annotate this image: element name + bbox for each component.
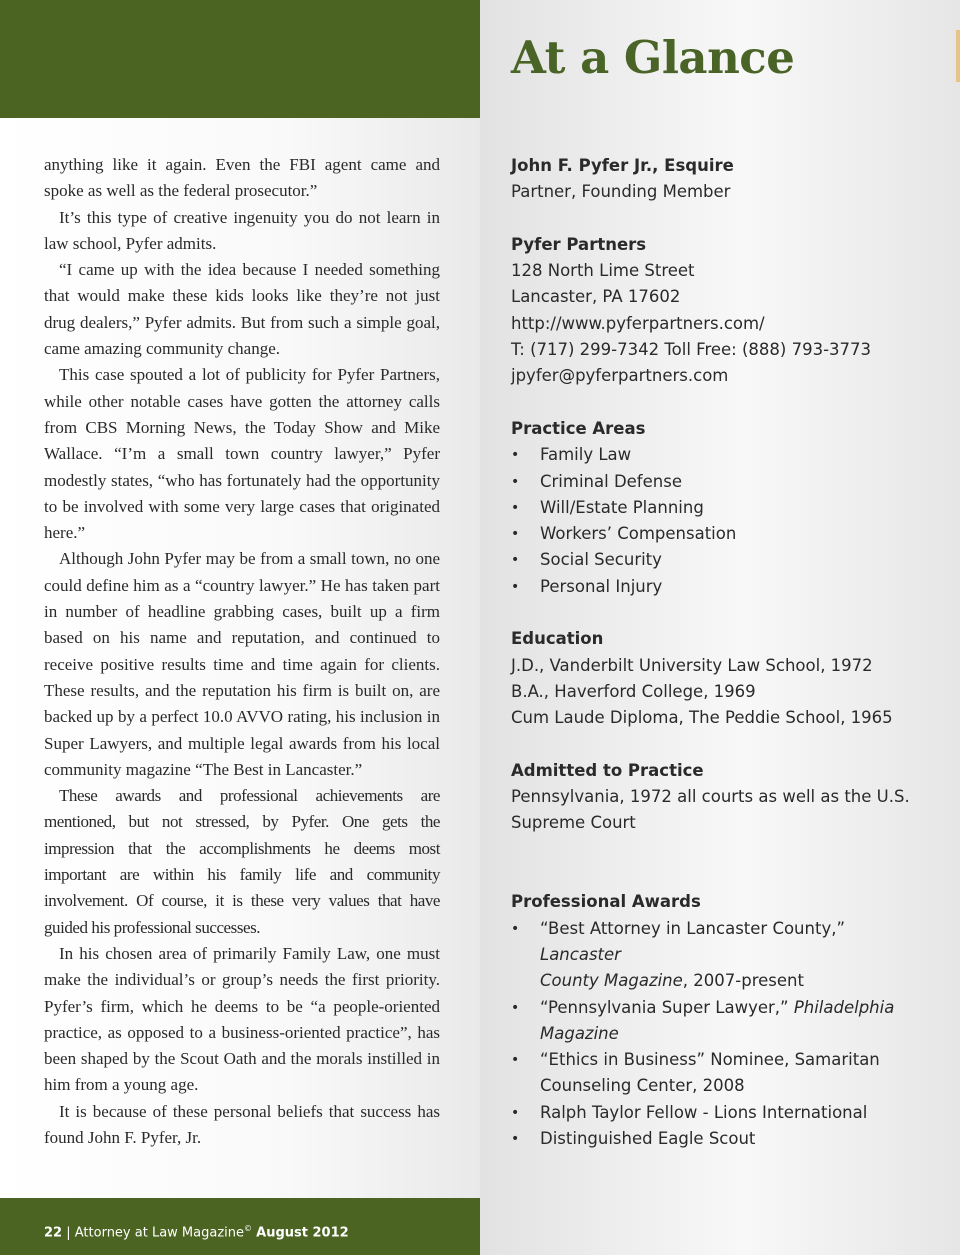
at-a-glance-panel xyxy=(511,153,911,1152)
article-paragraph: “I came up with the idea because I needed something that would make these kids looks like they’re not just drug dealers,” Pyfer admits. But from such a simple goal, came amazing community change. xyxy=(44,260,440,359)
firm-name: Pyfer Partners xyxy=(511,234,647,254)
header-color-band xyxy=(0,0,480,118)
article-body xyxy=(44,152,440,1151)
list-item: • Will/Estate Planning xyxy=(511,495,911,521)
bullet-icon: • xyxy=(511,552,520,569)
education-heading: Education xyxy=(511,629,604,649)
list-item: • Personal Injury xyxy=(511,574,911,600)
bullet-icon: • xyxy=(511,1104,520,1121)
issue-date: August 2012 xyxy=(256,1225,349,1241)
registered-mark: © xyxy=(244,1224,253,1233)
list-item: • Workers’ Compensation xyxy=(511,521,911,547)
education-entry: B.A., Haverford College, 1969 xyxy=(511,681,756,701)
article-paragraph: anything like it again. Even the FBI agent came and spoke as well as the federal prosecutor.” xyxy=(44,155,440,201)
page-title: At a Glance xyxy=(511,31,795,84)
bullet-icon: • xyxy=(511,999,520,1016)
phone-line: T: (717) 299-7342 Toll Free: (888) 793-3773 xyxy=(511,340,872,360)
practice-areas-list xyxy=(511,442,911,600)
bullet-icon: • xyxy=(511,1130,520,1147)
award-text: Magazine xyxy=(540,1023,619,1043)
article-paragraph: These awards and professional achievements are mentioned, but not stressed, by Pyfer. One gets the impression that the accomplishments he deems most important are within his family life and community involvement. Of course, it is these very values that have guided his professional successes. xyxy=(44,786,440,937)
awards-list xyxy=(511,916,911,1153)
admitted-text: Pennsylvania, 1972 all courts as well as the U.S. xyxy=(511,787,910,807)
bullet-icon: • xyxy=(511,526,520,543)
article-paragraph: This case spouted a lot of publicity for Pyfer Partners, while other notable cases have gotten the attorney calls from CBS Morning News, the Today Show and Mike Wallace. “I’m a small town country lawyer,” Pyfer modestly states, “who has fortunately had the opportunity to be involved with some very large cases that originated here.” xyxy=(44,365,440,543)
page-edge-tab xyxy=(956,30,960,82)
list-item xyxy=(511,1126,911,1152)
admitted-heading: Admitted to Practice xyxy=(511,760,704,780)
person-name: John F. Pyfer Jr., Esquire xyxy=(511,156,734,175)
bullet-icon: • xyxy=(511,920,520,937)
footer-separator: | xyxy=(66,1225,71,1241)
bullet-icon: • xyxy=(511,578,520,595)
list-item: • Criminal Defense xyxy=(511,469,911,495)
article-paragraph: It is because of these personal beliefs that success has found John F. Pyfer, Jr. xyxy=(44,1101,440,1147)
award-text: “Best Attorney in Lancaster County,” xyxy=(540,918,846,938)
address-line: 128 North Lime Street xyxy=(511,261,695,281)
bullet-icon: • xyxy=(511,473,520,490)
page-number: 22 xyxy=(44,1225,63,1241)
award-text: Philadelphia xyxy=(793,997,895,1017)
bullet-icon: • xyxy=(511,447,520,464)
award-text: , 2007-present xyxy=(682,971,804,991)
education-entry: Cum Laude Diploma, The Peddie School, 1965 xyxy=(511,708,893,728)
practice-areas-heading: Practice Areas xyxy=(511,418,646,438)
article-paragraph: It’s this type of creative ingenuity you do not learn in law school, Pyfer admits. xyxy=(44,207,440,253)
awards-heading: Professional Awards xyxy=(511,892,701,912)
award-text: Lancaster xyxy=(540,944,621,964)
person-title: Partner, Founding Member xyxy=(511,182,731,202)
email-link[interactable]: jpyfer@pyferpartners.com xyxy=(511,366,729,386)
address-line: Lancaster, PA 17602 xyxy=(511,287,681,307)
magazine-name: Attorney at Law Magazine xyxy=(74,1225,245,1241)
article-paragraph: Although John Pyfer may be from a small town, no one could define him as a “country lawyer.” He has taken part in number of headline grabbing cases, built up a firm based on his name and reputation, and continued to receive positive results time and time again for clients. These results, and the reputation his firm is built on, are backed up by a perfect 10.0 AVVO rating, his inclusion in Super Lawyers, and multiple legal awards from his local community magazine “The Best in Lancaster.” xyxy=(44,549,440,779)
page-footer xyxy=(44,1219,349,1243)
award-text: Ralph Taylor Fellow - Lions International xyxy=(540,1102,868,1122)
list-item: • Family Law xyxy=(511,442,911,468)
list-item xyxy=(511,1100,911,1126)
award-text: County Magazine xyxy=(540,971,683,991)
list-item: • Social Security xyxy=(511,547,911,573)
list-item xyxy=(511,995,911,1048)
bullet-icon: • xyxy=(511,1052,520,1069)
award-text: Distinguished Eagle Scout xyxy=(540,1128,756,1148)
article-paragraph: In his chosen area of primarily Family Law, one must make the individual’s or group’s needs the first priority. Pyfer’s firm, which he deems to be “a people-oriented practice, as opposed to a business-oriented practice”, has been shaped by the Scout Oath and the morals instilled in him from a young age. xyxy=(44,943,440,1095)
list-item xyxy=(511,916,911,995)
website-link[interactable]: http://www.pyferpartners.com/ xyxy=(511,313,765,333)
award-text: “Ethics in Business” Nominee, Samaritan xyxy=(540,1050,880,1070)
award-text: “Pennsylvania Super Lawyer,” xyxy=(540,997,794,1017)
admitted-text: Supreme Court xyxy=(511,813,636,833)
award-text: Counseling Center, 2008 xyxy=(540,1076,745,1096)
education-entry: J.D., Vanderbilt University Law School, 1972 xyxy=(511,655,873,675)
bullet-icon: • xyxy=(511,499,520,516)
list-item xyxy=(511,1047,911,1100)
